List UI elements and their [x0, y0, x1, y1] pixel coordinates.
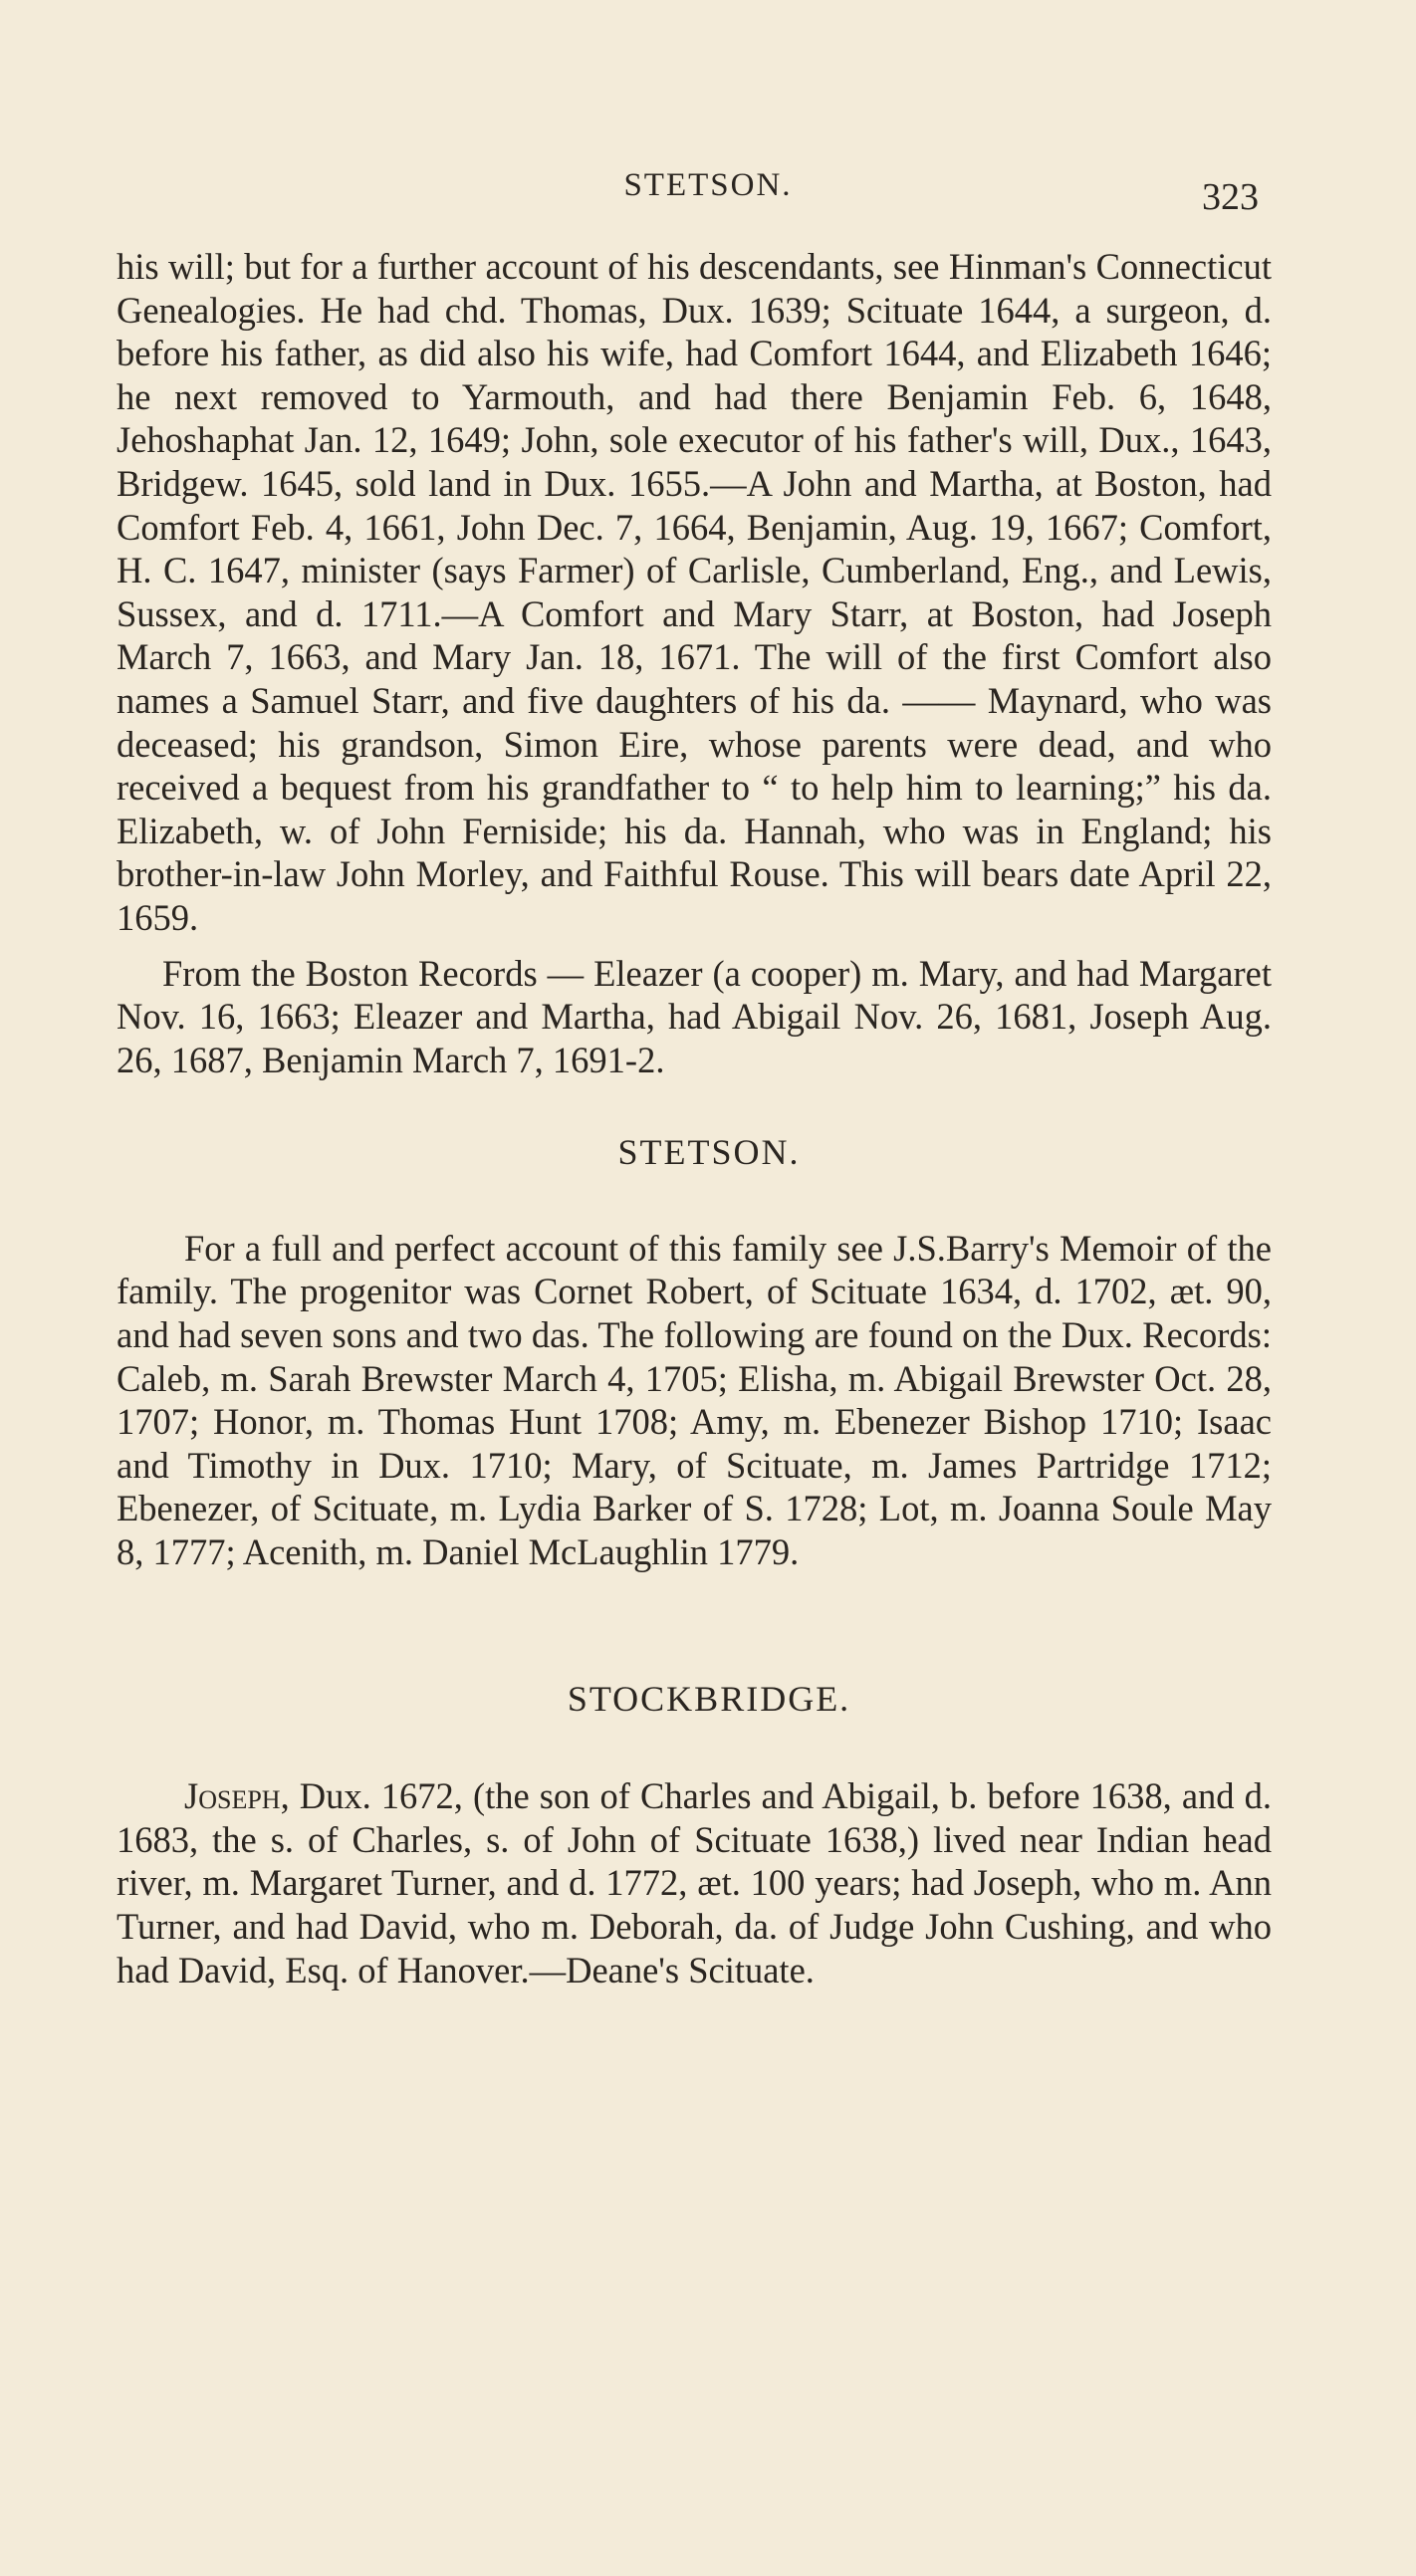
running-title: STETSON. — [623, 167, 793, 203]
page-number: 323 — [1202, 176, 1259, 218]
section-heading-stetson: STETSON. — [617, 1132, 801, 1173]
stetson-paragraph: For a full and perfect account of this family see J.S.Barry's Memoir of the family. The progenitor was Cornet Robert, of Scituate 1634, d. 1702, æt. 90, and had seven sons and two das. The following are found on the Dux. Records: Caleb, m. Sarah Brewster March 4, 1705; Elisha, m. Abigail Brewster Oct. 28, 1707; Honor, m. Thomas Hunt 1708; Amy, m. Ebenezer Bishop 1710; Isaac and Timothy in Dux. 1710; Mary, of Scituate, m. James Partridge 1712; Ebenezer, of Scituate, m. Lydia Barker of S. 1728; Lot, m. Joanna Soule May 8, 1777; Acenith, m. Daniel McLaughlin 1779. — [117, 1227, 1272, 1573]
stockbridge-paragraph — [117, 1774, 1272, 1991]
text-column — [117, 245, 1272, 1991]
boston-records-paragraph: From the Boston Records — Eleazer (a cooper) m. Mary, and had Margaret Nov. 16, 1663; Eleazer and Martha, had Abigail Nov. 26, 1681, Joseph Aug. 26, 1687, Benjamin March 7, 1691-2. — [117, 952, 1272, 1080]
section-heading-stockbridge: STOCKBRIDGE. — [567, 1678, 851, 1719]
continuation-paragraph: his will; but for a further account of his descendants, see Hinman's Connecticut Genealogies. He had chd. Thomas, Dux. 1639; Scituate 1644, a surgeon, d. before his father, as did also his wife, had Comfort 1644, and Elizabeth 1646; he next removed to Yarmouth, and had there Benjamin Feb. 6, 1648, Jehoshaphat Jan. 12, 1649; John, sole executor of his father's will, Dux., 1643, Bridgew. 1645, sold land in Dux. 1655.—A John and Martha, at Boston, had Comfort Feb. 4, 1661, John Dec. 7, 1664, Benjamin, Aug. 19, 1667; Comfort, H. C. 1647, minister (says Farmer) of Carlisle, Cumberland, Eng., and Lewis, Sussex, and d. 1711.—A Comfort and Mary Starr, at Boston, had Joseph March 7, 1663, and Mary Jan. 18, 1671. The will of the first Comfort also names a Samuel Starr, and five daughters of his da. —— Maynard, who was deceased; his grandson, Simon Eire, whose parents were dead, and who received a bequest from his grandfather to “ to help him to learning;” his da. Elizabeth, w. of John Ferniside; his da. Hannah, who was in England; his brother-in-law John Morley, and Faithful Rouse. This will bears date April 22, 1659. — [117, 246, 1272, 938]
stockbridge-lead-name: Joseph — [184, 1775, 281, 1817]
stockbridge-text: , Dux. 1672, (the son of Charles and Abigail, b. before 1638, and d. 1683, the s. of Charles, s. of John of Scituate 1638,) lived near Indian head river, m. Margaret Turner, and d. 1772, æt. 100 years; had Joseph, who m. Ann Turner, and had David, who m. Deborah, da. of Judge John Cushing, and who had David, Esq. of Hanover.—Deane's Scituate. — [117, 1775, 1272, 1991]
